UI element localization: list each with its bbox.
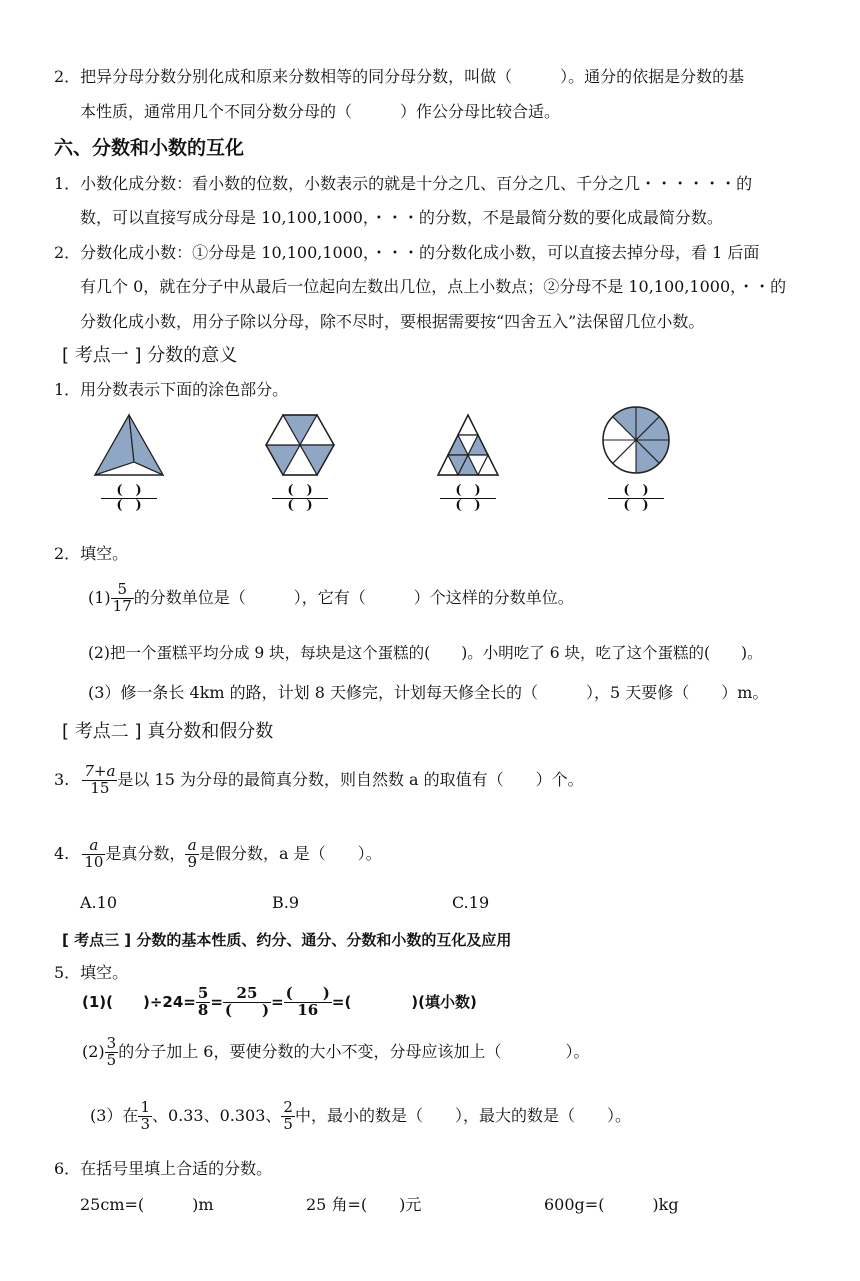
q5-3-suffix: 中，最小的数是（ ），最大的数是（ ）。 xyxy=(294,1105,631,1125)
fraction-den: 17 xyxy=(112,596,132,615)
fraction-den: 15 xyxy=(90,778,110,797)
fig2-num-blank[interactable]: ( ) xyxy=(272,484,328,499)
q2-1-suffix: 的分数单位是（ ），它有（ ）个这样的分数单位。 xyxy=(133,587,574,607)
kp3-title: [ 考点三 ] 分数的基本性质、约分、通分、分数和小数的互化及应用 xyxy=(62,931,512,949)
fraction-blank-16 xyxy=(284,986,332,1019)
fraction-num: 2 xyxy=(283,1098,293,1116)
fraction-num: 5 xyxy=(197,984,209,1002)
fig1-answer[interactable] xyxy=(101,484,157,514)
q2-1-prefix: (1) xyxy=(88,587,111,607)
q1-text: 1．用分数表示下面的涂色部分。 xyxy=(54,380,289,399)
equals-sign: = xyxy=(271,992,284,1011)
fig4-den-blank[interactable]: ( ) xyxy=(623,498,649,514)
q5-1 xyxy=(82,986,477,1019)
fraction-num: 25 xyxy=(223,986,271,1003)
fraction-den: 5 xyxy=(283,1114,293,1133)
fraction-num: 5 xyxy=(111,582,134,599)
q5-1-suffix: =( )(填小数) xyxy=(331,992,477,1011)
fraction-3-5 xyxy=(105,1036,119,1069)
option-c[interactable]: C.19 xyxy=(452,893,490,912)
q4-middle: 是真分数， xyxy=(105,843,186,863)
fraction-num: 7+a xyxy=(84,762,116,780)
fraction-5-17 xyxy=(111,582,134,615)
q6-a[interactable]: 25cm=( )m xyxy=(80,1195,214,1214)
fraction-a-9 xyxy=(185,838,199,871)
hexagon-figure xyxy=(264,412,336,478)
section6-p2b: 有几个 0，就在分子中从最后一位起向左数出几位，点上小数点；②分母不是 10,100,1000，・・的 xyxy=(80,277,787,296)
q5-3-middle: 、0.33、0.303、 xyxy=(151,1105,282,1125)
q3 xyxy=(54,764,584,797)
fraction-2-5 xyxy=(281,1100,295,1133)
q5-3-prefix: (3）在 xyxy=(90,1105,139,1125)
fig3-num-blank[interactable]: ( ) xyxy=(440,484,496,499)
fraction-a-10 xyxy=(82,838,105,871)
fig4-answer[interactable] xyxy=(608,484,664,514)
q5-2-suffix: 的分子加上 6，要使分数的大小不变，分母应该加上（ ）。 xyxy=(118,1041,590,1061)
fig3-answer[interactable] xyxy=(440,484,496,514)
section6-p2a: 2．分数化成小数：①分母是 10,100,1000，・・・的分数化成小数，可以直接去掉分母，看 1 后面 xyxy=(54,243,760,262)
triangle-figure xyxy=(92,412,166,478)
fig1-den-blank[interactable]: ( ) xyxy=(116,498,142,514)
option-b[interactable]: B.9 xyxy=(272,893,300,912)
fraction-den: 10 xyxy=(84,852,104,871)
intro-line-2: 本性质，通常用几个不同分数分母的（ ）作公分母比较合适。 xyxy=(80,102,561,121)
section6-p2c: 分数化成小数，用分子除以分母，除不尽时，要根据需要按“四舍五入”法保留几位小数。 xyxy=(80,312,705,331)
fraction-7a-15 xyxy=(82,764,117,797)
q5-2-prefix: (2) xyxy=(82,1041,105,1061)
section6-title: 六、分数和小数的互化 xyxy=(54,137,245,159)
triangle-grid-figure xyxy=(432,412,504,478)
fraction-num: a xyxy=(82,838,105,855)
fraction-den: 8 xyxy=(197,1000,209,1019)
q3-suffix: 是以 15 为分母的最简真分数，则自然数 a 的取值有（ ）个。 xyxy=(117,769,584,789)
section6-p1b: 数，可以直接写成分母是 10,100,1000，・・・的分数，不是最简分数的要化成最简分数。 xyxy=(80,208,723,227)
fraction-den: 16 xyxy=(297,1000,319,1019)
q2-1 xyxy=(88,582,574,615)
fraction-num: 1 xyxy=(140,1098,150,1116)
q4 xyxy=(54,838,382,871)
q5-1-prefix: (1)( )÷24= xyxy=(82,992,196,1011)
q3-prefix: 3. xyxy=(54,769,70,789)
circle-figure xyxy=(600,404,672,476)
option-a[interactable]: A.10 xyxy=(80,893,117,912)
kp1-title: [ 考点一 ] 分数的意义 xyxy=(62,345,238,366)
q5-3 xyxy=(90,1100,631,1133)
fraction-den: 3 xyxy=(140,1114,150,1133)
fraction-den: 9 xyxy=(187,852,198,871)
fig1-num-blank[interactable]: ( ) xyxy=(101,484,157,499)
fraction-num: a xyxy=(185,838,199,855)
fraction-5-8 xyxy=(196,986,210,1019)
q6-b[interactable]: 25 角=( )元 xyxy=(306,1195,422,1214)
fig2-den-blank[interactable]: ( ) xyxy=(287,498,313,514)
fig4-num-blank[interactable]: ( ) xyxy=(608,484,664,499)
intro-line-1: 2．把异分母分数分别化成和原来分数相等的同分母分数，叫做（ ）。通分的依据是分数的基 xyxy=(54,67,745,86)
q5-2 xyxy=(82,1036,590,1069)
fraction-den: 5 xyxy=(106,1050,117,1069)
q4-prefix: 4. xyxy=(54,843,70,863)
fraction-25-blank xyxy=(223,986,271,1019)
q2-text: 2．填空。 xyxy=(54,544,129,563)
fig2-answer[interactable] xyxy=(272,484,328,514)
fraction-num-blank[interactable]: ( ) xyxy=(285,984,330,1002)
equals-sign: = xyxy=(210,992,223,1011)
q5-text: 5．填空。 xyxy=(54,963,129,982)
section6-p1a: 1．小数化成分数：看小数的位数，小数表示的就是十分之几、百分之几、千分之几・・・・・・的 xyxy=(54,174,753,193)
fraction-num: 3 xyxy=(106,1034,117,1052)
q6-c[interactable]: 600g=( )kg xyxy=(544,1195,679,1214)
q2-2: (2)把一个蛋糕平均分成 9 块，每块是这个蛋糕的( )。小明吃了 6 块，吃了这个蛋糕的( )。 xyxy=(88,644,763,662)
q6-text: 6．在括号里填上合适的分数。 xyxy=(54,1159,273,1178)
fraction-den-blank[interactable]: ( ) xyxy=(224,1000,270,1019)
fraction-1-3 xyxy=(138,1100,152,1133)
q2-3: (3）修一条长 4km 的路，计划 8 天修完，计划每天修全长的（ ），5 天要修（ ）m。 xyxy=(88,683,769,702)
q4-suffix: 是假分数，a 是（ ）。 xyxy=(199,843,382,863)
kp2-title: [ 考点二 ] 真分数和假分数 xyxy=(62,721,274,742)
fig3-den-blank[interactable]: ( ) xyxy=(455,498,481,514)
